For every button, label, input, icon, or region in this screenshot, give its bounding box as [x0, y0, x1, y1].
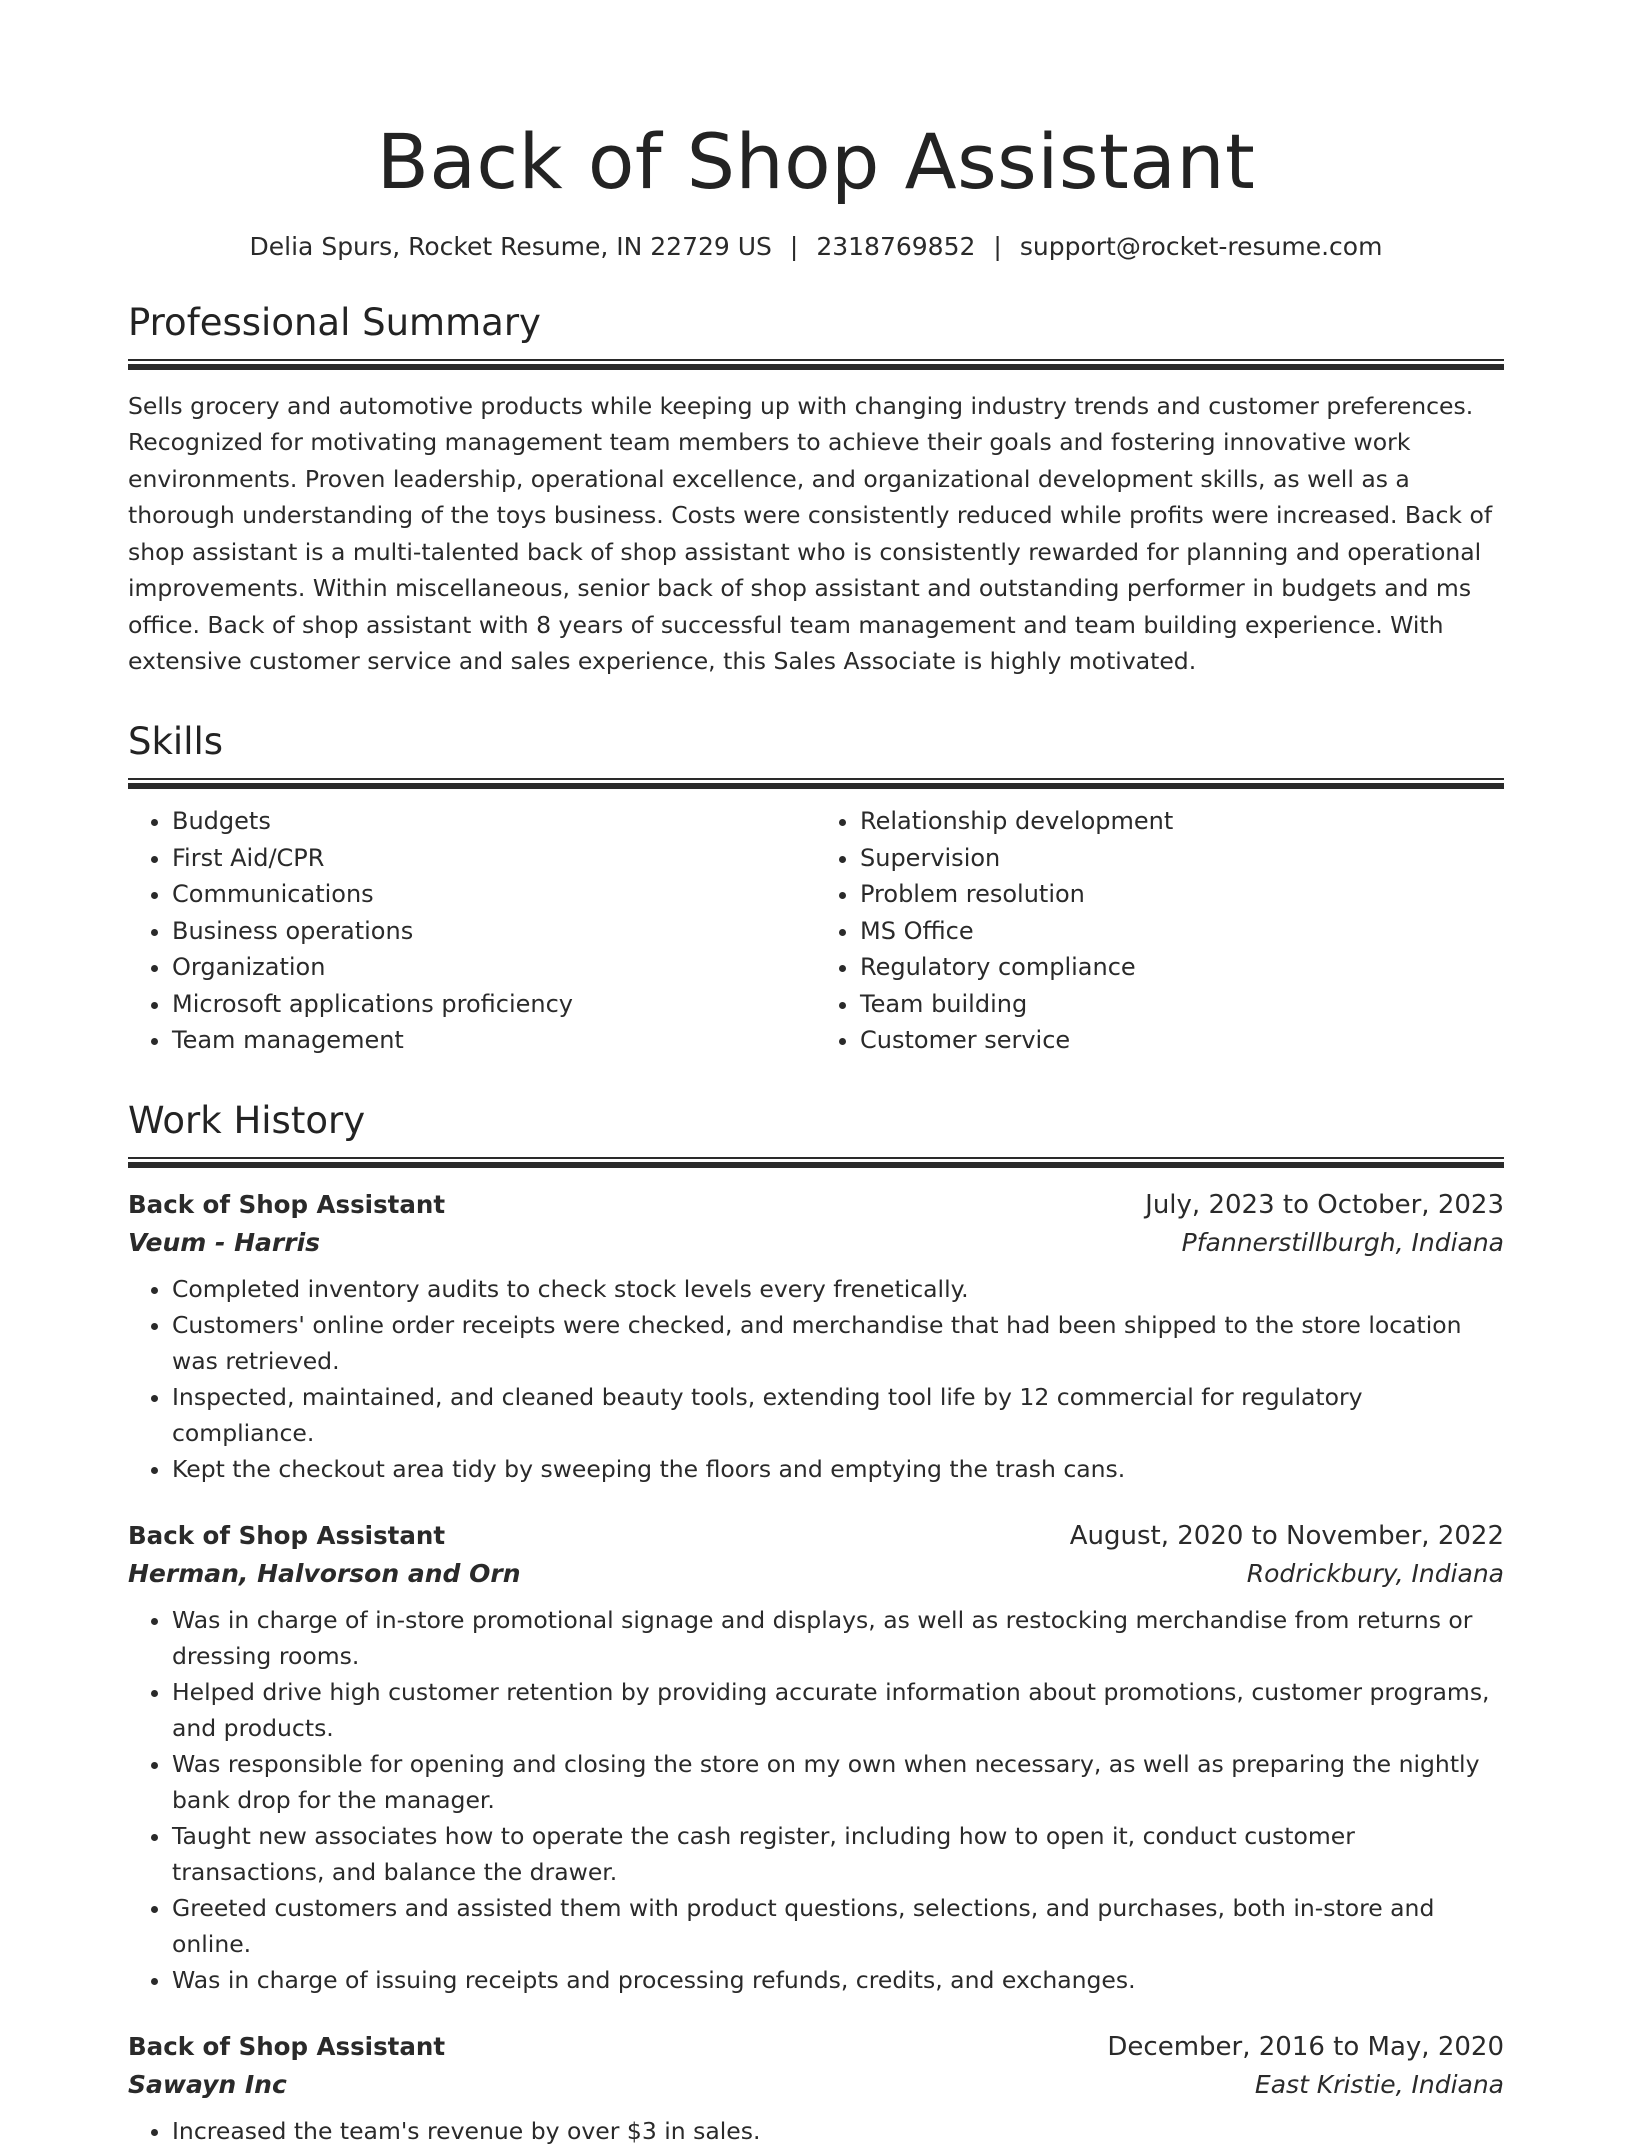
job-title: Back of Shop Assistant: [128, 1190, 446, 1220]
page-title: Back of Shop Assistant: [376, 117, 1256, 206]
skills-column-right: [816, 803, 1504, 1059]
contact-phone: 2318769852: [816, 231, 976, 261]
section-divider: [128, 1157, 1504, 1168]
job-entry: [128, 1521, 1504, 1998]
job-title: Back of Shop Assistant: [128, 1521, 446, 1551]
job-company: Veum - Harris: [128, 1228, 321, 1258]
job-company: Herman, Halvorson and Orn: [128, 1559, 521, 1589]
skill-item: • Team management: [172, 1022, 816, 1059]
skill-item: • Supervision: [860, 840, 1504, 877]
skills-heading: Skills: [128, 719, 224, 763]
skill-item: • Microsoft applications proficiency: [172, 986, 816, 1023]
job-bullet: • Kept the checkout area tidy by sweeping the floors and emptying the trash cans.: [172, 1451, 1504, 1487]
skill-item: • Organization: [172, 949, 816, 986]
skill-item: • Problem resolution: [860, 876, 1504, 913]
skill-item: • Communications: [172, 876, 816, 913]
skill-item: • Business operations: [172, 913, 816, 950]
job-bullet: • Customers' online order receipts were checked, and merchandise that had been shipped to the store location was retrieved.: [172, 1307, 1504, 1379]
skills-column-left: [128, 803, 816, 1059]
job-location: East Kristie, Indiana: [1254, 2070, 1504, 2100]
job-bullet: • Greeted customers and assisted them with product questions, selections, and purchases, both in-store and online.: [172, 1890, 1504, 1962]
job-dates: December, 2016 to May, 2020: [1107, 2032, 1504, 2063]
job-bullet: • Was responsible for opening and closing the store on my own when necessary, as well as preparing the nightly bank drop for the manager.: [172, 1746, 1504, 1818]
job-bullet: • Increased the team's revenue by over $3 in sales.: [172, 2113, 1504, 2149]
job-bullet: • Helped drive high customer retention by providing accurate information about promotions, customer programs, and products.: [172, 1674, 1504, 1746]
skill-item: • First Aid/CPR: [172, 840, 816, 877]
contact-address: Delia Spurs, Rocket Resume, IN 22729 US: [249, 231, 772, 261]
job-bullets: [128, 1271, 1504, 1487]
contact-email: support@rocket-resume.com: [1019, 231, 1383, 261]
job-bullets: [128, 2113, 1504, 2149]
skill-item: • Budgets: [172, 803, 816, 840]
summary-text: Sells grocery and automotive products while keeping up with changing industry trends and customer preferences. Recognized for motivating management team members to achieve their goals and fostering innovative work environments. Proven leadership, operational excellence, and organizational development skills, as well as a thorough understanding of the toys business. Costs were consistently reduced while profits were increased. Back of shop assistant is a multi-talented back of shop assistant who is consistently rewarded for planning and operational improvements. Within miscellaneous, senior back of shop assistant and outstanding performer in budgets and ms office. Back of shop assistant with 8 years of successful team management and team building experience. With extensive customer service and sales experience, this Sales Associate is highly motivated.: [128, 391, 1493, 676]
job-company: Sawayn Inc: [128, 2070, 287, 2100]
skill-item: • Relationship development: [860, 803, 1504, 840]
summary-heading: Professional Summary: [128, 300, 541, 344]
skill-item: • Team building: [860, 986, 1504, 1023]
job-location: Rodrickbury, Indiana: [1246, 1559, 1504, 1589]
job-bullets: [128, 1602, 1504, 1998]
skill-item: • MS Office: [860, 913, 1504, 950]
job-title: Back of Shop Assistant: [128, 2032, 446, 2062]
section-divider: [128, 778, 1504, 789]
job-location: Pfannerstillburgh, Indiana: [1181, 1228, 1504, 1258]
job-bullet: • Inspected, maintained, and cleaned beauty tools, extending tool life by 12 commercial for regulatory compliance.: [172, 1379, 1504, 1451]
job-entry: [128, 2032, 1504, 2149]
job-entry: [128, 1190, 1504, 1487]
skill-item: • Regulatory compliance: [860, 949, 1504, 986]
job-bullet: • Was in charge of in-store promotional signage and displays, as well as restocking merchandise from returns or dressing rooms.: [172, 1602, 1504, 1674]
skills-list: [128, 803, 1504, 1059]
job-bullet: • Completed inventory audits to check stock levels every frenetically.: [172, 1271, 1504, 1307]
section-divider: [128, 359, 1504, 370]
job-dates: August, 2020 to November, 2022: [1069, 1521, 1504, 1552]
skill-item: • Customer service: [860, 1022, 1504, 1059]
work-history-heading: Work History: [128, 1098, 366, 1142]
job-dates: July, 2023 to October, 2023: [1145, 1190, 1504, 1221]
contact-separator: |: [993, 231, 1002, 261]
job-bullet: • Taught new associates how to operate the cash register, including how to open it, conduct customer transactions, and balance the drawer.: [172, 1818, 1504, 1890]
contact-line: [128, 232, 1504, 261]
contact-separator: |: [789, 231, 799, 261]
job-bullet: • Was in charge of issuing receipts and processing refunds, credits, and exchanges.: [172, 1962, 1504, 1998]
